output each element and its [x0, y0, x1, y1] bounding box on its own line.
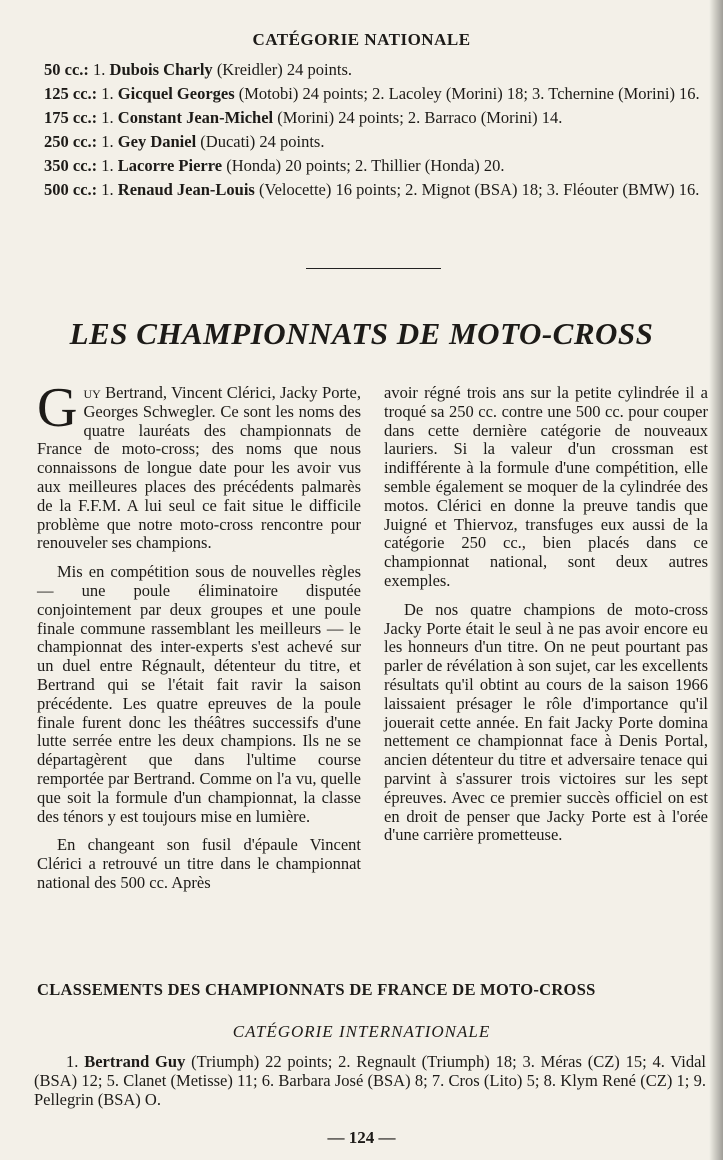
- winner-name: Renaud Jean-Louis: [117, 180, 255, 199]
- class-label: 350 cc.:: [44, 156, 98, 175]
- national-category-heading: CATÉGORIE NATIONALE: [252, 30, 471, 49]
- result-rest: (Honda) 20 points; 2. Thillier (Honda) 20.: [222, 156, 505, 175]
- page-number: — 124 —: [327, 1128, 396, 1147]
- class-label: 50 cc.:: [44, 60, 89, 79]
- class-label: 125 cc.:: [44, 84, 98, 103]
- winner-name: Constant Jean-Michel: [117, 108, 274, 127]
- international-category-heading: CATÉGORIE INTERNATIONALE: [232, 1022, 491, 1041]
- result-125cc: [44, 84, 714, 104]
- paragraph-text: Bertrand, Vincent Clérici, Jacky Porte, Georges Schwegler. Ce sont les noms des quatre lauréats des championnats de France de moto-cross; des noms que nous connaissons de longue date pour les avoir vus aux meilleures places des précédents palmarès de la F.F.M. A lui seul ce fait situe le difficile problème que notre moto-cross rencontre pour renouveler ses champions.: [37, 383, 361, 553]
- result-250cc: [44, 132, 714, 152]
- article-column-left: [37, 377, 361, 903]
- article-paragraph-5: De nos quatre champions de moto-cross Jacky Porte était le seul à ne pas avoir encore eu les honneurs d'un titre. On ne peut pourtant pas parler de révélation à son sujet, car les excellents résultats qu'il obtint au cours de la saison 1966 laissaient présager le rôle d'importance qu'il jouerait cette année. En fait Jacky Porte domina nettement ce championnat face à Denis Portal, ancien détenteur du titre et adversaire tenace qui parvint à s'assurer trois victoires sur les sept épreuves. Avec ce premier succès officiel on est en droit de penser que Jacky Porte est à l'orée d'une carrière prometteuse.: [384, 599, 708, 845]
- drop-cap: G: [37, 377, 78, 439]
- winner-name: Lacorre Pierre: [117, 156, 223, 175]
- article-paragraph-1: [37, 377, 361, 553]
- international-results: [34, 1052, 706, 1109]
- class-label: 250 cc.:: [44, 132, 98, 151]
- result-175cc: [44, 108, 714, 128]
- article-title: LES CHAMPIONNATS DE MOTO-CROSS: [69, 316, 654, 351]
- article-column-right: [384, 384, 708, 855]
- winner-name: Bertrand Guy: [84, 1052, 186, 1071]
- result-rest: (Velocette) 16 points; 2. Mignot (BSA) 18; 3. Fléouter (BMW) 16.: [254, 180, 700, 199]
- class-label: 175 cc.:: [44, 108, 98, 127]
- article-paragraph-2: Mis en compétition sous de nouvelles règles — une poule éliminatoire disputée conjointement par deux groupes et une poule finale commune rassemblant les meilleurs — le championnat des inter-experts s'est achevé sur un duel entre Régnault, détenteur du titre, et Bertrand qui se l'était fait ravir la saison précédente. Les quatre epreuves de la poule finale furent donc les théâtres successifs d'une lutte serrée entre les deux champions. Ils ne se départagèrent que dans l'ultime course remportée par Bertrand. Comme on l'a vu, quelle que soit la formule d'un championnat, la classe des ténors y est toujours mise en lumière.: [37, 562, 361, 826]
- rank-prefix: 1.: [97, 180, 118, 199]
- rank-prefix: 1.: [97, 108, 118, 127]
- rank-prefix: 1.: [97, 132, 118, 151]
- result-500cc: [44, 180, 714, 200]
- winner-name: Dubois Charly: [109, 60, 213, 79]
- result-50cc: [44, 60, 714, 80]
- result-350cc: [44, 156, 714, 176]
- result-rest: (Motobi) 24 points; 2. Lacoley (Morini) 18; 3. Tchernine (Morini) 16.: [234, 84, 700, 103]
- article-paragraph-4: avoir régné trois ans sur la petite cylindrée il a troqué sa 250 cc. contre une 500 cc. pour couper dans cette dernière catégorie de nouveaux lauriers. Si la valeur d'un crossman est indifférente à la formule d'une compétition, elle semble également se moquer de la cylindrée des motos. Clérici en donne la preuve tandis que Juigné et Thiervoz, transfuges eux aussi de la catégorie 250 cc., bien placés dans ce championnat national, sont deux autres exemples.: [384, 383, 708, 590]
- winner-name: Gey Daniel: [117, 132, 197, 151]
- rank-prefix: 1.: [97, 156, 118, 175]
- result-rest: (Kreidler) 24 points.: [212, 60, 352, 79]
- page-edge-shadow: [709, 0, 723, 1160]
- rank-prefix: 1.: [88, 60, 110, 79]
- section-divider: [306, 268, 441, 269]
- class-label: 500 cc.:: [44, 180, 98, 199]
- article-paragraph-3: En changeant son fusil d'épaule Vincent Clérici a retrouvé un titre dans le championnat national des 500 cc. Après: [37, 835, 361, 892]
- result-rest: (Ducati) 24 points.: [196, 132, 325, 151]
- rank-prefix: 1.: [66, 1052, 85, 1071]
- rank-prefix: 1.: [97, 84, 118, 103]
- result-rest: (Triumph) 22 points; 2. Regnault (Triumph) 18; 3. Méras (CZ) 15; 4. Vidal (BSA) 12; 5. Clanet (Metisse) 11; 6. Barbara José (BSA) 8; 7. Cros (Lito) 5; 8. Klym René (CZ) 1; 9. Pellegrin (BSA) O.: [34, 1052, 706, 1109]
- result-rest: (Morini) 24 points; 2. Barraco (Morini) 14.: [273, 108, 563, 127]
- national-results-list: [44, 60, 714, 204]
- classements-heading: CLASSEMENTS DES CHAMPIONNATS DE FRANCE DE MOTO-CROSS: [37, 980, 596, 999]
- winner-name: Gicquel Georges: [117, 84, 235, 103]
- lead-small-caps: uy: [83, 383, 101, 402]
